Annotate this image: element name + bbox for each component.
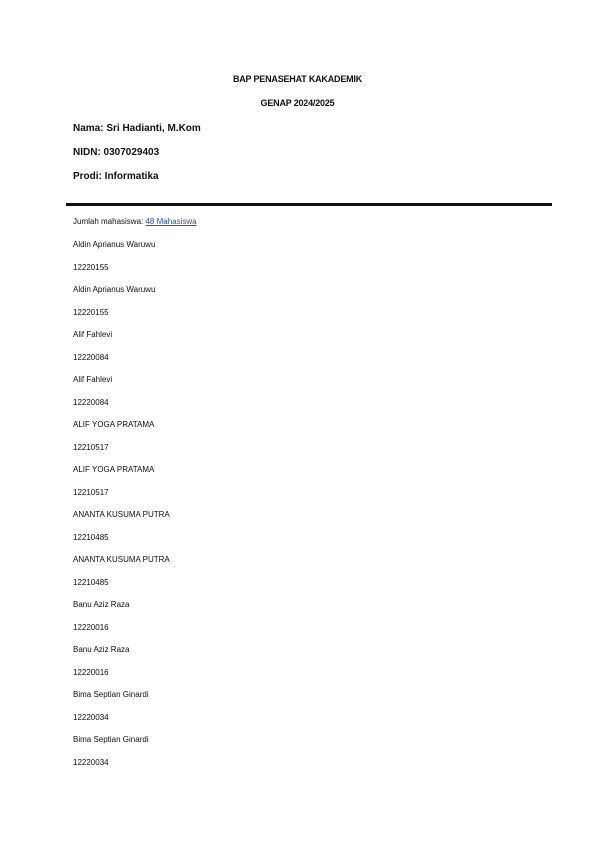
- list-item: Alif Fahlevi: [73, 330, 113, 339]
- student-list: [73, 240, 170, 780]
- list-item: 12220034: [73, 757, 109, 767]
- list-item: 12210517: [73, 442, 109, 452]
- list-item: ALIF YOGA PRATAMA: [73, 420, 155, 429]
- list-item: ANANTA KUSUMA PUTRA: [73, 510, 170, 519]
- student-count-line: [73, 217, 197, 226]
- list-item: 12220034: [73, 712, 109, 722]
- student-count-label: Jumlah mahasiswa:: [73, 217, 146, 226]
- student-count-link[interactable]: 48 Mahasiswa: [145, 217, 197, 226]
- advisor-name: Nama: Sri Hadianti, M.Kom: [73, 123, 201, 134]
- list-item: Banu Aziz Raza: [73, 600, 130, 609]
- list-item: 12220016: [73, 622, 109, 632]
- list-item: 12210485: [73, 532, 109, 542]
- list-item: 12220155: [73, 307, 109, 317]
- semester-title: GENAP 2024/2025: [260, 98, 335, 108]
- list-item: 12220016: [73, 667, 109, 677]
- list-item: Banu Aziz Raza: [73, 645, 130, 654]
- list-item: 12220084: [73, 352, 109, 362]
- list-item: 12210485: [73, 577, 109, 587]
- list-item: Alif Fahlevi: [73, 375, 113, 384]
- list-item: ALIF YOGA PRATAMA: [73, 465, 155, 474]
- document-title: BAP PENASEHAT KAKADEMIK: [232, 74, 363, 84]
- section-divider: [66, 203, 552, 206]
- advisor-prodi: Prodi: Informatika: [73, 171, 159, 182]
- list-item: 12210517: [73, 487, 109, 497]
- list-item: Aldin Aprianus Waruwu: [73, 285, 156, 294]
- advisor-nidn: NIDN: 0307029403: [73, 147, 160, 158]
- list-item: 12220084: [73, 397, 109, 407]
- list-item: 12220155: [73, 262, 109, 272]
- list-item: Bima Septian Ginardi: [73, 690, 149, 699]
- list-item: ANANTA KUSUMA PUTRA: [73, 555, 170, 564]
- list-item: Aldin Aprianus Waruwu: [73, 240, 156, 249]
- list-item: Bima Septian Ginardi: [73, 735, 149, 744]
